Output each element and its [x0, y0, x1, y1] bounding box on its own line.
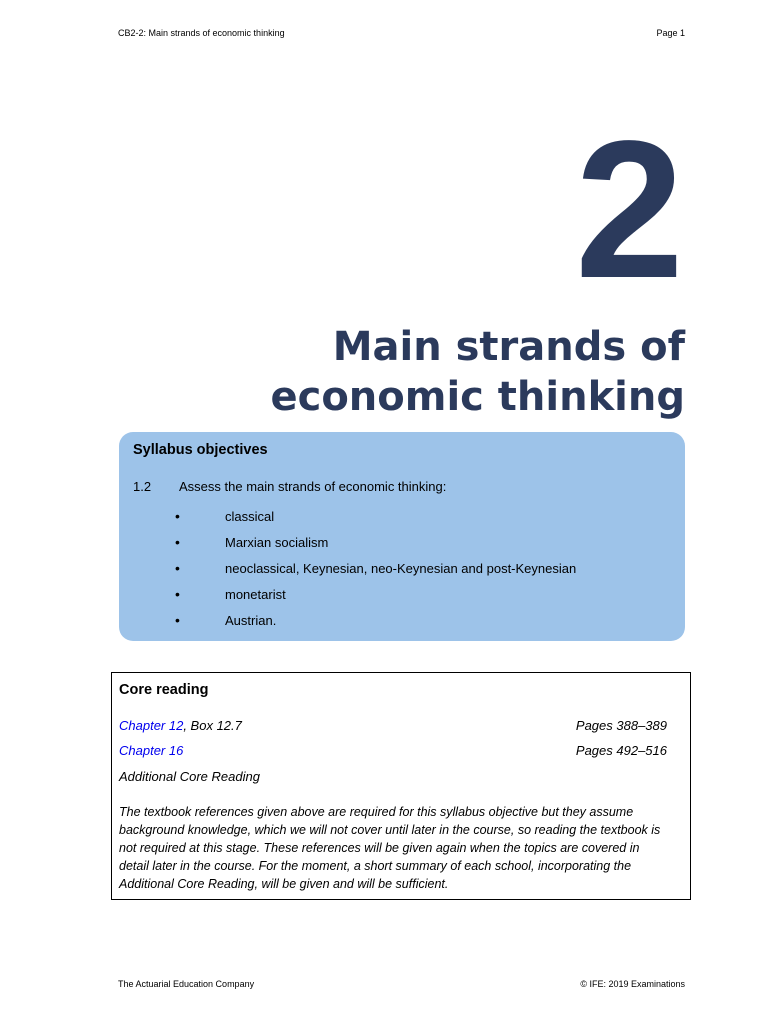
- reference-row-2: [119, 743, 183, 758]
- page-number: Page 1: [656, 28, 685, 38]
- additional-core-reading: Additional Core Reading: [119, 769, 260, 784]
- bullet-icon: •: [175, 560, 180, 576]
- chapter-number: 2: [574, 100, 684, 319]
- bullet-icon: •: [175, 508, 180, 524]
- pages-1: Pages 388–389: [575, 718, 667, 733]
- pages-2: Pages 492–516: [575, 743, 667, 758]
- page-header-title: CB2-2: Main strands of economic thinking: [118, 28, 285, 38]
- list-item-text: Marxian socialism: [225, 535, 329, 550]
- chapter-16-link[interactable]: Chapter 16: [119, 743, 184, 758]
- bullet-icon: •: [175, 586, 180, 602]
- syllabus-heading: Syllabus objectives: [133, 442, 268, 458]
- reference-row-1: [119, 718, 242, 733]
- chapter-12-link[interactable]: Chapter 12: [119, 718, 184, 733]
- list-item-text: Austrian.: [225, 613, 277, 628]
- syllabus-objectives-box: [119, 432, 685, 641]
- footer-copyright: © IFE: 2019 Examinations: [580, 979, 685, 989]
- list-item-text: classical: [225, 509, 275, 524]
- objective-text: Assess the main strands of economic thinking:: [179, 479, 447, 494]
- footer-company: The Actuarial Education Company: [118, 979, 255, 989]
- list-item-text: monetarist: [225, 587, 286, 602]
- bullet-icon: •: [175, 612, 180, 628]
- objective-number: 1.2: [133, 479, 152, 494]
- core-reading-paragraph: The textbook references given above are required for this syllabus objective but they assume background knowledge, which we will not cover until later in the course, so reading the textbook is not required at this stage. These references will be given again when the topics are covered in detail later in the course. For the moment, a short summary of each school, incorporating the Additional Core Reading, will be given and will be sufficient.: [119, 805, 661, 891]
- core-reading-box: [111, 672, 691, 900]
- list-item-text: neoclassical, Keynesian, neo-Keynesian and post-Keynesian: [225, 561, 577, 576]
- reference-suffix: , Box 12.7: [183, 718, 242, 733]
- bullet-icon: •: [175, 534, 180, 550]
- core-reading-heading: Core reading: [119, 682, 209, 698]
- chapter-title: Main strands of economic thinking: [270, 324, 685, 420]
